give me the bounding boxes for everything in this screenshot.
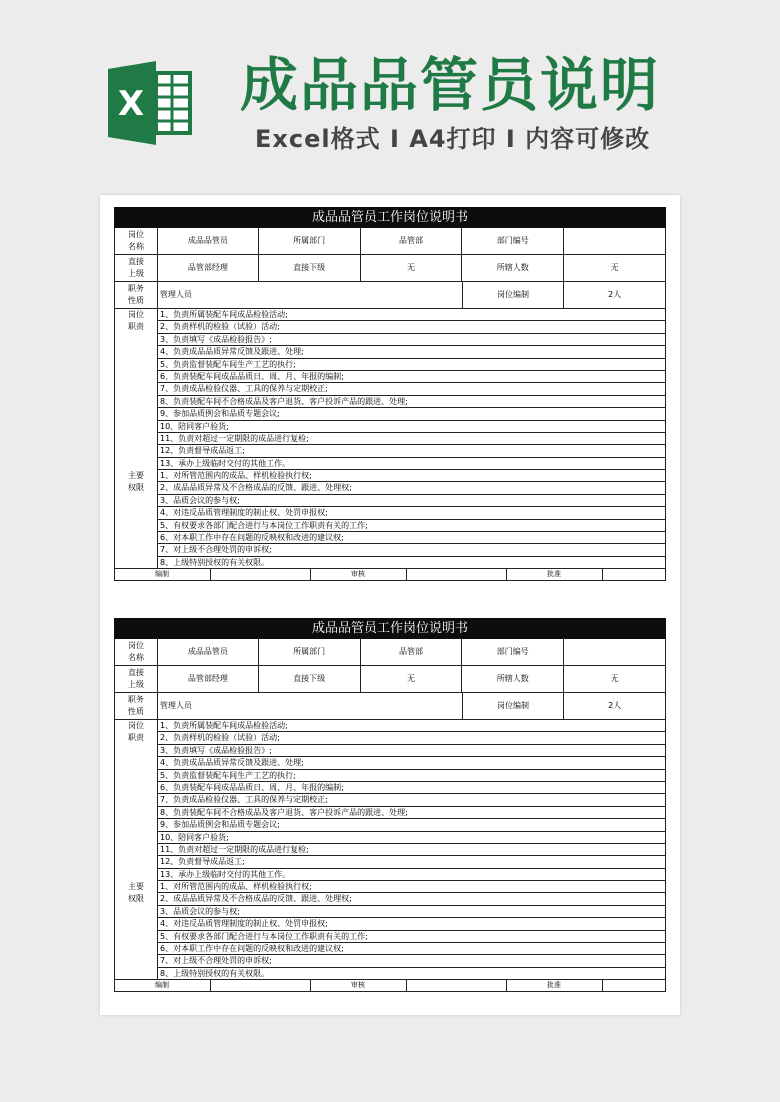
signature-row [114,569,666,581]
duties-section [114,720,666,881]
duties-section [114,309,666,470]
nature-value: 管理人员 [158,282,463,308]
info-row [115,255,665,282]
authority-item: 2、成品品质异常及不合格成品的反馈、跟进、处理权; [158,482,665,494]
duty-item: 9、参加品质例会和品质专题会议; [158,819,665,831]
info-row [115,666,665,693]
position-name-label: 岗位名称 [115,639,158,665]
document-paper [100,195,680,1015]
info-grid [114,639,666,720]
authority-item: 1、对所管范围内的成品、样机检验执行权; [158,470,665,482]
duty-item: 11、负责对超过一定期限的成品进行复检; [158,844,665,856]
duty-item: 2、负责样机的检验（试验）活动; [158,321,665,333]
authority-item: 8、上级特别授权的有关权限。 [158,557,665,569]
approve-value [603,569,665,580]
subordinate-label: 直接下级 [259,255,361,281]
form-title: 成品品管员工作岗位说明书 [114,207,666,228]
prepared-value [211,980,311,991]
authority-section [114,881,666,980]
job-description-form [114,207,666,581]
duty-item: 4、负责成品品质异常反馈及跟进、处理; [158,757,665,769]
duty-item: 12、负责督导成品返工; [158,856,665,868]
nature-label: 职务性质 [115,693,158,719]
page-title: 成品品管员说明 [240,51,661,119]
approve-label: 批准 [507,569,603,580]
page-subtitle: Excel格式 I A4打印 I 内容可修改 [255,125,651,153]
dept-value: 品管部 [361,639,463,665]
authority-item: 2、成品品质异常及不合格成品的反馈、跟进、处理权; [158,893,665,905]
headcount-label: 所辖人数 [462,255,564,281]
authority-label: 主要权限 [115,470,158,569]
excel-logo-icon [100,55,196,151]
quota-label: 岗位编制 [463,282,565,308]
duty-item: 13、承办上级临时交付的其他工作。 [158,458,665,470]
info-row [115,639,665,666]
subordinate-value: 无 [361,255,463,281]
duty-item: 7、负责成品检验仪器、工具的保养与定期校正; [158,794,665,806]
superior-value: 品管部经理 [158,255,259,281]
review-value [407,980,507,991]
approve-value [603,980,665,991]
authority-item: 7、对上级不合理处罚的申诉权; [158,544,665,556]
prepared-label: 编制 [115,980,211,991]
prepared-label: 编制 [115,569,211,580]
duty-item: 7、负责成品检验仪器、工具的保养与定期校正; [158,383,665,395]
authority-item: 6、对本职工作中存在问题的反映权和改进的建议权; [158,532,665,544]
info-row [115,228,665,255]
prepared-value [211,569,311,580]
duty-item: 3、负责填写《成品检验报告》; [158,745,665,757]
dept-value: 品管部 [361,228,463,254]
info-row [115,693,665,720]
dept-code-label: 部门编号 [462,228,564,254]
quota-value: 2人 [608,290,622,299]
superior-label: 直接上级 [115,255,158,281]
duty-item: 10、陪同客户验货; [158,421,665,433]
duty-item: 3、负责填写《成品检验报告》; [158,334,665,346]
duty-item: 8、负责装配车间不合格成品及客户退货、客户投诉产品的跟进、处理; [158,396,665,408]
authority-item: 5、有权要求各部门配合进行与本岗位工作职责有关的工作; [158,520,665,532]
info-row [115,282,665,309]
authority-item: 3、品质会议的参与权; [158,906,665,918]
duty-item: 5、负责监督装配车间生产工艺的执行; [158,770,665,782]
duty-item: 1、负责所属装配车间成品检验活动; [158,720,665,732]
authority-item: 3、品质会议的参与权; [158,495,665,507]
logo-letter: X [117,84,145,124]
review-label: 审核 [311,569,407,580]
approve-label: 批准 [507,980,603,991]
headcount-value: 无 [610,263,619,272]
duty-item: 11、负责对超过一定期限的成品进行复检; [158,433,665,445]
authority-item: 8、上级特别授权的有关权限。 [158,968,665,980]
duty-item: 6、负责装配车间成品品质日、周、月、年报的编制; [158,782,665,794]
dept-code-label: 部门编号 [462,639,564,665]
position-name-value: 成品品管员 [158,639,259,665]
form-title: 成品品管员工作岗位说明书 [114,618,666,639]
duty-item: 4、负责成品品质异常反馈及跟进、处理; [158,346,665,358]
authority-item: 1、对所管范围内的成品、样机检验执行权; [158,881,665,893]
authority-item: 5、有权要求各部门配合进行与本岗位工作职责有关的工作; [158,931,665,943]
subordinate-label: 直接下级 [259,666,361,692]
dept-label: 所属部门 [259,228,361,254]
authority-label: 主要权限 [115,881,158,980]
info-grid [114,228,666,309]
nature-value: 管理人员 [158,693,463,719]
duties-label: 岗位职责 [115,720,158,881]
subordinate-value: 无 [361,666,463,692]
duty-item: 8、负责装配车间不合格成品及客户退货、客户投诉产品的跟进、处理; [158,807,665,819]
duty-item: 6、负责装配车间成品品质日、周、月、年报的编制; [158,371,665,383]
nature-label: 职务性质 [115,282,158,308]
duty-item: 5、负责监督装配车间生产工艺的执行; [158,359,665,371]
dept-code-value [564,228,665,254]
duty-item: 10、陪同客户验货; [158,832,665,844]
superior-label: 直接上级 [115,666,158,692]
job-description-form-copy [114,618,666,992]
duty-item: 1、负责所属装配车间成品检验活动; [158,309,665,321]
position-name-value: 成品品管员 [158,228,259,254]
duty-item: 12、负责督导成品返工; [158,445,665,457]
dept-code-value [564,639,665,665]
duty-item: 2、负责样机的检验（试验）活动; [158,732,665,744]
dept-label: 所属部门 [259,639,361,665]
review-value [407,569,507,580]
duty-item: 13、承办上级临时交付的其他工作。 [158,869,665,881]
headcount-value: 无 [610,674,619,683]
duty-item: 9、参加品质例会和品质专题会议; [158,408,665,420]
signature-row [114,980,666,992]
authority-item: 7、对上级不合理处罚的申诉权; [158,955,665,967]
authority-item: 4、对违反品质管理制度的制止权、处罚申报权; [158,507,665,519]
authority-section [114,470,666,569]
position-name-label: 岗位名称 [115,228,158,254]
authority-item: 6、对本职工作中存在问题的反映权和改进的建议权; [158,943,665,955]
duties-label: 岗位职责 [115,309,158,470]
quota-label: 岗位编制 [463,693,565,719]
superior-value: 品管部经理 [158,666,259,692]
headcount-label: 所辖人数 [462,666,564,692]
review-label: 审核 [311,980,407,991]
quota-value: 2人 [608,701,622,710]
authority-item: 4、对违反品质管理制度的制止权、处罚申报权; [158,918,665,930]
